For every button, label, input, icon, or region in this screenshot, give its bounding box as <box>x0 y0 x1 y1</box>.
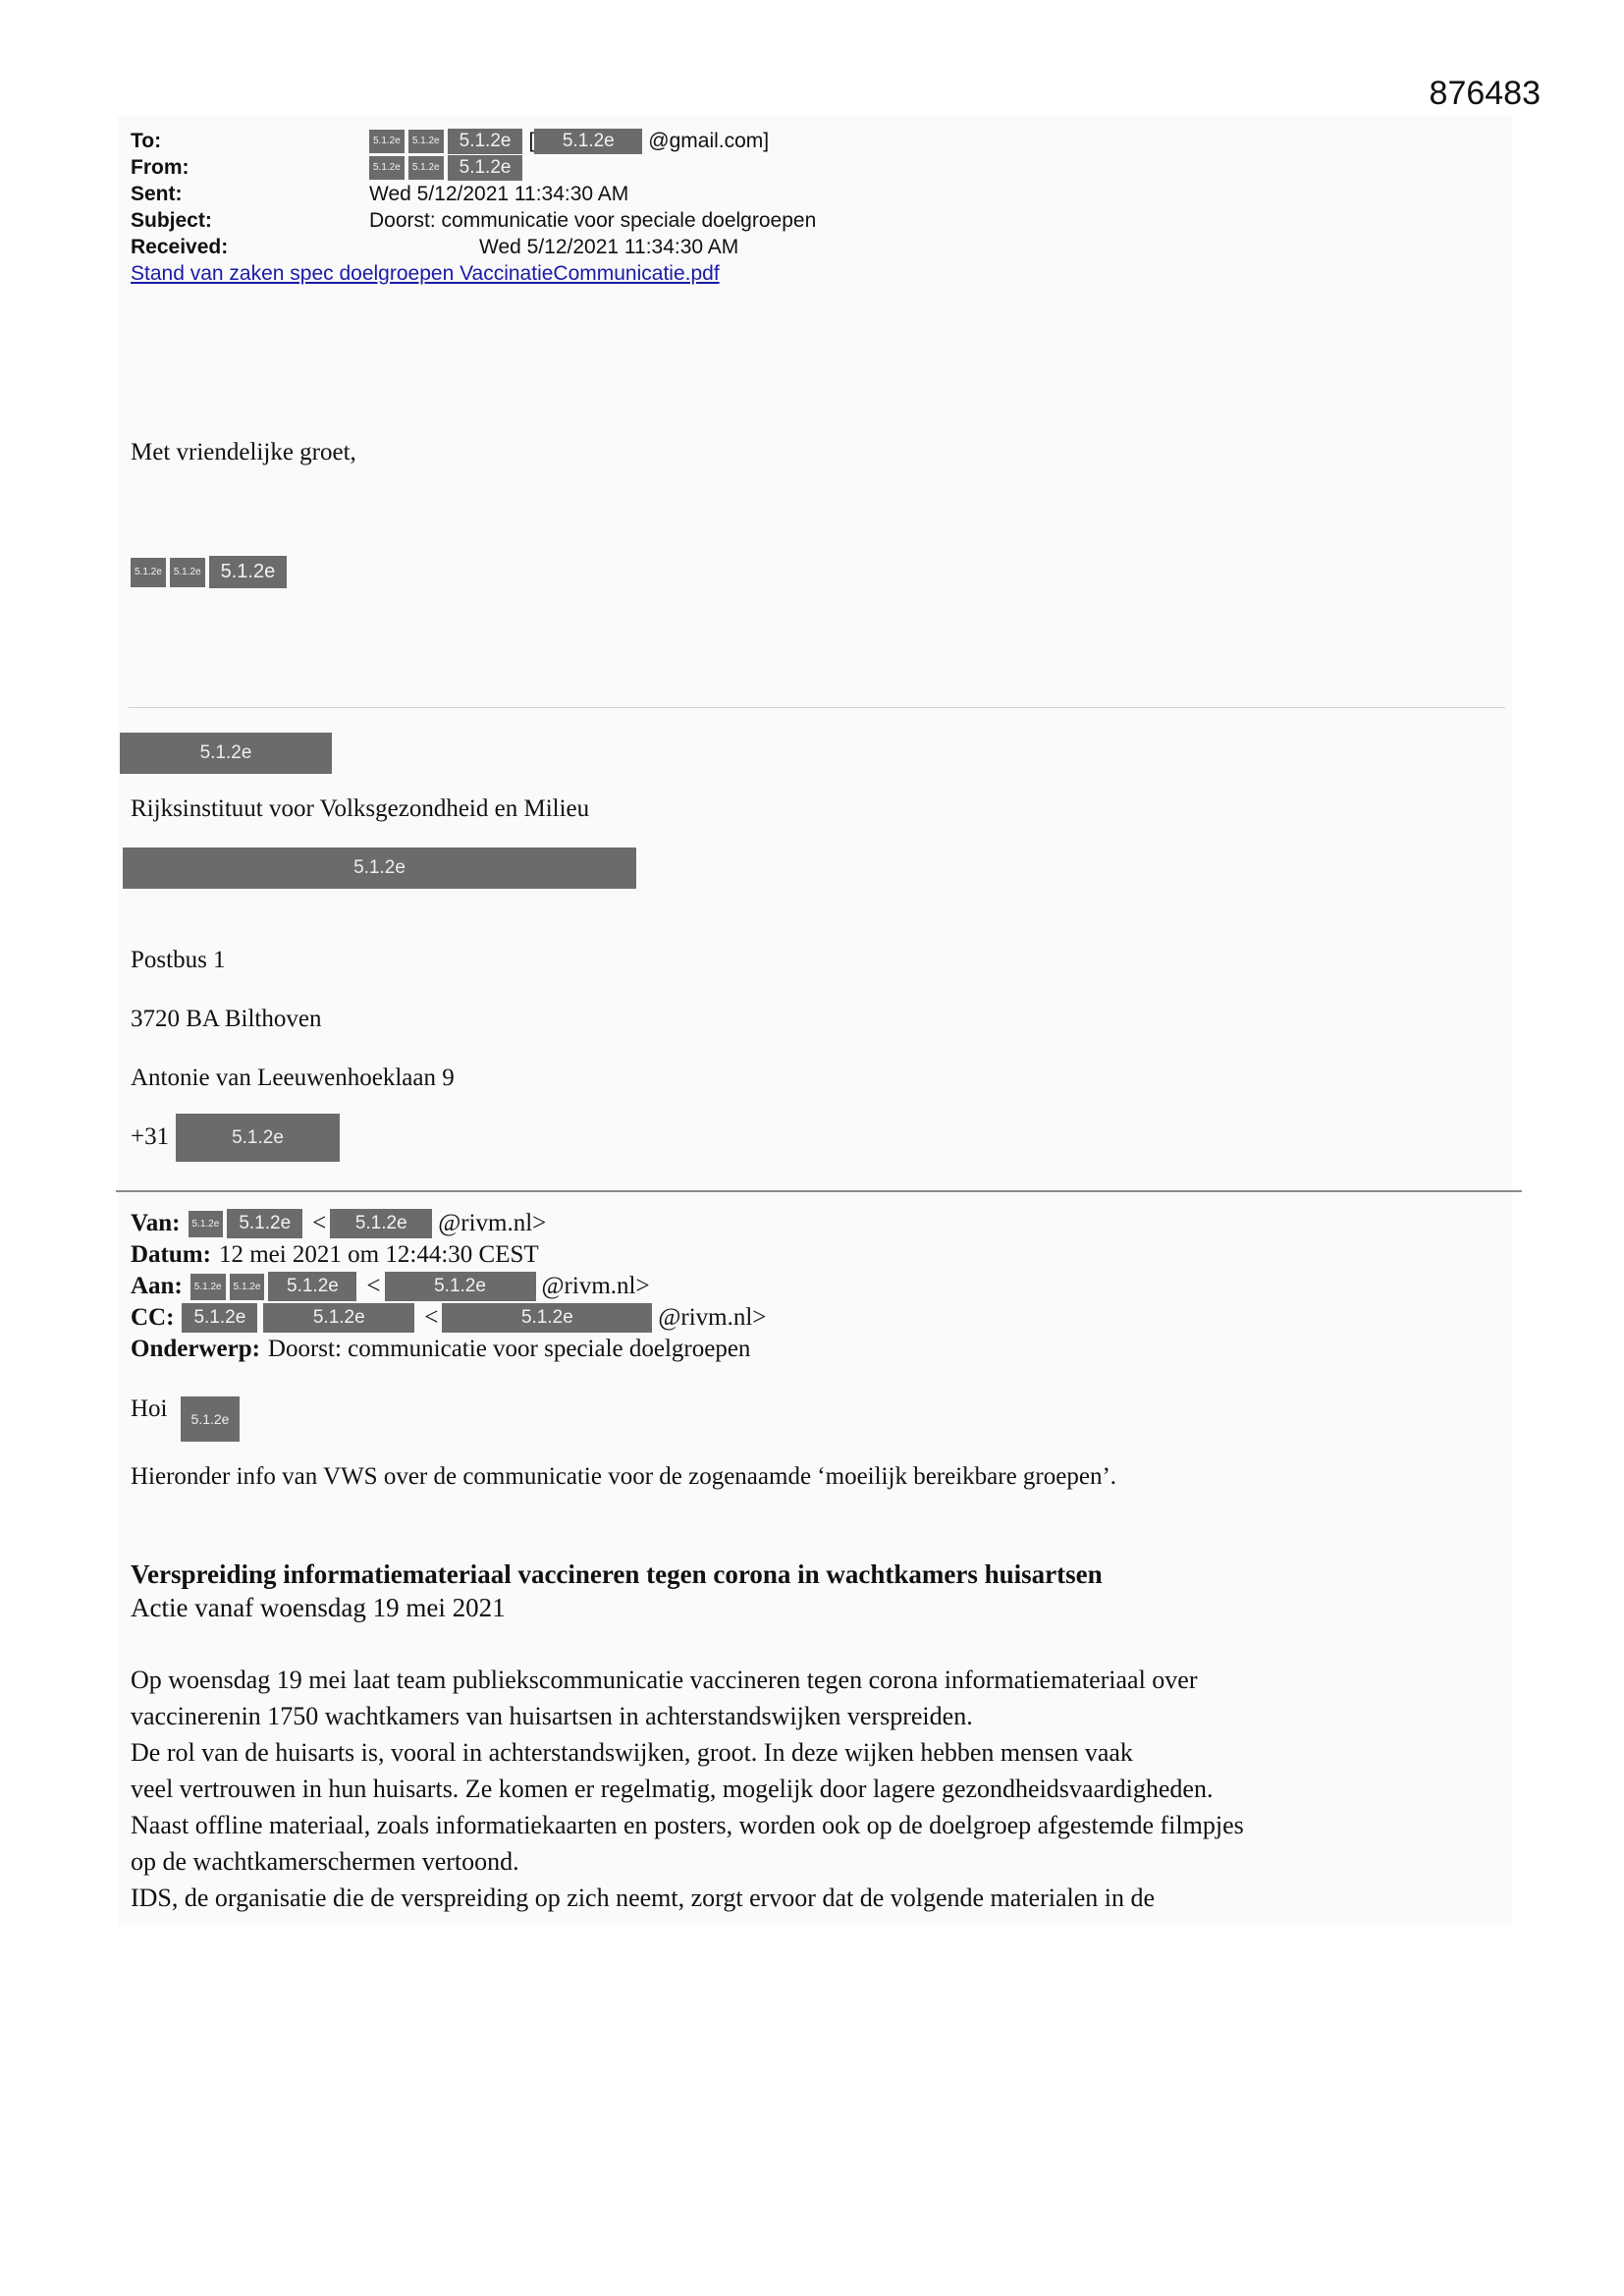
email-header <box>131 128 816 287</box>
intro-text: Hieronder info van VWS over de communicatie voor de zogenaamde ‘moeilijk bereikbare groepen’. <box>131 1463 1117 1490</box>
redaction: 5.1.2e <box>330 1209 432 1238</box>
redaction: 5.1.2e <box>263 1303 414 1333</box>
divider <box>116 1190 1522 1192</box>
redaction: 5.1.2e <box>170 558 205 587</box>
redaction: 5.1.2e <box>408 130 444 153</box>
redaction: 5.1.2e <box>190 1274 226 1300</box>
redaction: 5.1.2e <box>448 155 523 181</box>
article-body <box>131 1662 1505 1916</box>
from-label: From: <box>131 156 189 179</box>
redaction: 5.1.2e <box>120 733 332 774</box>
redaction: 5.1.2e <box>369 130 405 153</box>
article-line: Naast offline materiaal, zoals informatiekaarten en posters, worden ook op de doelgroep afgestemde filmpjes <box>131 1811 1244 1839</box>
redaction: 5.1.2e <box>181 1396 240 1442</box>
article-line: De rol van de huisarts is, vooral in achterstandswijken, groot. In deze wijken hebben mensen vaak <box>131 1738 1133 1767</box>
lt-sign: < <box>312 1210 327 1236</box>
scanned-page-area <box>118 116 1512 1925</box>
aan-label: Aan: <box>131 1273 183 1299</box>
forwarded-header <box>131 1208 766 1365</box>
greeting: Met vriendelijke groet, <box>131 439 356 465</box>
redaction: 5.1.2e <box>123 847 636 889</box>
redaction: 5.1.2e <box>230 1274 265 1300</box>
redaction: 5.1.2e <box>189 1211 224 1237</box>
onderwerp-value: Doorst: communicatie voor speciale doelgroepen <box>267 1336 751 1362</box>
redaction: 5.1.2e <box>385 1272 536 1301</box>
aan-row <box>131 1271 766 1302</box>
street-address: Antonie van Leeuwenhoeklaan 9 <box>131 1065 455 1091</box>
subject-value: Doorst: communicatie voor speciale doelgroepen <box>369 209 817 232</box>
to-row <box>131 128 816 154</box>
to-email-suffix: @gmail.com] <box>648 130 770 152</box>
redaction: 5.1.2e <box>182 1303 257 1333</box>
van-row <box>131 1208 766 1239</box>
salutation: Hoi <box>131 1395 168 1422</box>
subject-label: Subject: <box>131 209 212 232</box>
redaction: 5.1.2e <box>369 156 405 180</box>
sent-row <box>131 181 816 207</box>
article-line: IDS, de organisatie die de verspreiding op zich neemt, zorgt ervoor dat de volgende materialen in de <box>131 1884 1156 1912</box>
onderwerp-row <box>131 1334 766 1365</box>
to-label: To: <box>131 130 162 152</box>
attachment-link[interactable]: Stand van zaken spec doelgroepen VaccinatieCommunicatie.pdf <box>131 262 720 285</box>
datum-label: Datum: <box>131 1241 211 1268</box>
document-number: 876483 <box>1429 75 1541 112</box>
article-line: vaccinerenin 1750 wachtkamers van huisartsen in achterstandswijken verspreiden. <box>131 1702 973 1730</box>
rivm-suffix: @rivm.nl> <box>438 1210 547 1236</box>
attachment-row <box>131 260 816 287</box>
redaction: 5.1.2e <box>448 129 523 154</box>
from-row <box>131 154 816 181</box>
received-label: Received: <box>131 236 229 258</box>
redaction: 5.1.2e <box>268 1272 356 1301</box>
redaction: 5.1.2e <box>209 556 288 588</box>
datum-value: 12 mei 2021 om 12:44:30 CEST <box>218 1241 539 1268</box>
received-row <box>131 234 816 260</box>
redaction: 5.1.2e <box>227 1209 302 1238</box>
datum-row <box>131 1239 766 1271</box>
article-line: op de wachtkamerschermen vertoond. <box>131 1847 519 1876</box>
postcode: 3720 BA Bilthoven <box>131 1006 322 1032</box>
cc-label: CC: <box>131 1304 175 1331</box>
sender-name-redacted <box>131 556 293 588</box>
article-heading: Verspreiding informatiemateriaal vaccineren tegen corona in wachtkamers huisartsen <box>131 1559 1103 1589</box>
organisation-name: Rijksinstituut voor Volksgezondheid en Milieu <box>131 795 590 822</box>
redaction: 5.1.2e <box>534 129 642 154</box>
to-bracket: [ <box>528 130 535 152</box>
article-line: Op woensdag 19 mei laat team publiekscommunicatie vaccineren tegen corona informatiemateriaal over <box>131 1666 1198 1694</box>
subject-row <box>131 207 816 234</box>
received-value: Wed 5/12/2021 11:34:30 AM <box>479 236 739 258</box>
postbus: Postbus 1 <box>131 947 226 973</box>
phone-prefix: +31 <box>131 1123 170 1150</box>
article-subheading: Actie vanaf woensdag 19 mei 2021 <box>131 1593 506 1622</box>
lt-sign: < <box>424 1304 439 1331</box>
redaction: 5.1.2e <box>131 558 166 587</box>
onderwerp-label: Onderwerp: <box>131 1336 260 1362</box>
redaction: 5.1.2e <box>442 1303 652 1333</box>
sent-label: Sent: <box>131 183 183 205</box>
van-label: Van: <box>131 1210 181 1236</box>
rivm-suffix: @rivm.nl> <box>541 1273 650 1299</box>
rivm-suffix: @rivm.nl> <box>658 1304 767 1331</box>
redaction: 5.1.2e <box>408 156 444 180</box>
article-line: veel vertrouwen in hun huisarts. Ze komen er regelmatig, mogelijk door lagere gezondheidsvaardigheden. <box>131 1775 1214 1803</box>
divider <box>129 707 1505 708</box>
sent-value: Wed 5/12/2021 11:34:30 AM <box>369 183 629 205</box>
lt-sign: < <box>366 1273 381 1299</box>
cc-row <box>131 1302 766 1334</box>
redaction: 5.1.2e <box>176 1114 340 1162</box>
